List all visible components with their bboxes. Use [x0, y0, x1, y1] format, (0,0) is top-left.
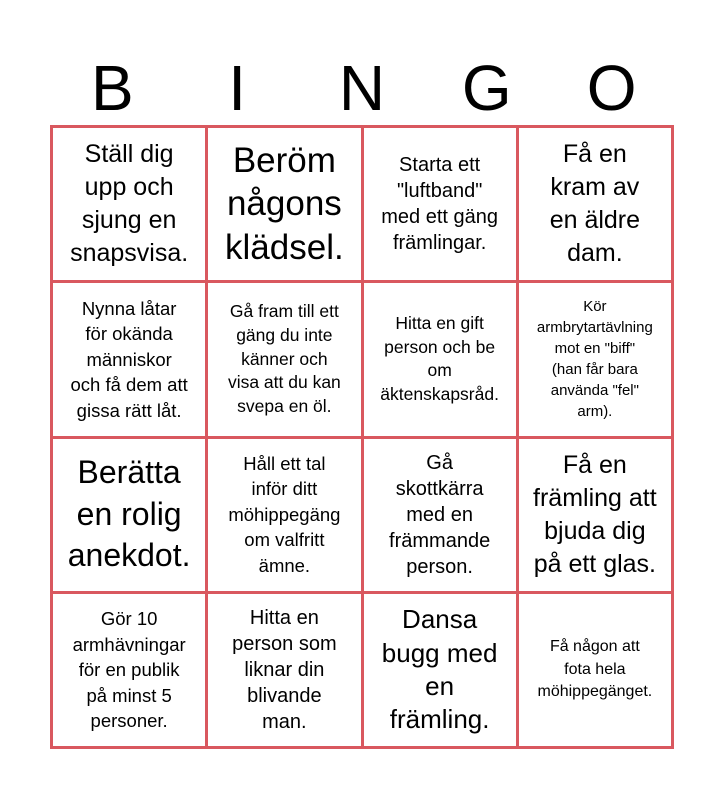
bingo-cell-text: Ställ dig upp och sjung en snapsvisa.	[70, 140, 189, 268]
bingo-cell[interactable]	[364, 128, 516, 280]
bingo-cell[interactable]	[208, 128, 360, 280]
bingo-cell[interactable]	[364, 439, 516, 591]
header-letter-o: O	[586, 52, 637, 124]
bingo-cell[interactable]	[208, 594, 360, 746]
header-letter-b: B	[91, 52, 134, 124]
bingo-cell-text: Hitta en person som liknar din blivande man.	[232, 606, 337, 733]
bingo-cell-text: Gå skottkärra med en främmande person.	[389, 451, 491, 578]
bingo-cell[interactable]	[364, 283, 516, 435]
bingo-cell-text: Nynna låtar för okända människor och få dem att gissa rätt låt.	[70, 297, 188, 421]
bingo-cell[interactable]	[53, 128, 205, 280]
bingo-card-grid	[50, 125, 674, 749]
bingo-cell-text: Få någon att fota hela möhippegänget.	[537, 638, 653, 701]
bingo-cell[interactable]	[53, 439, 205, 591]
bingo-cell-text: Berätta en rolig anekdot.	[67, 454, 191, 574]
bingo-cell[interactable]	[364, 594, 516, 746]
bingo-cell-text: Hitta en gift person och be om äktenskapsråd.	[380, 313, 499, 404]
bingo-cell-text: Få en främling att bjuda dig på ett glas.	[533, 450, 657, 578]
bingo-cell[interactable]	[519, 128, 671, 280]
bingo-cell-text: Få en kram av en äldre dam.	[549, 140, 641, 268]
bingo-header	[50, 52, 674, 124]
bingo-cell[interactable]	[53, 283, 205, 435]
bingo-cell-text: Beröm någons klädsel.	[225, 140, 344, 267]
header-letter-i: I	[228, 52, 247, 124]
bingo-cell-text: Gör 10 armhävningar för en publik på minst 5 personer.	[72, 608, 186, 732]
bingo-cell[interactable]	[208, 283, 360, 435]
header-letter-g: G	[461, 52, 512, 124]
bingo-cell-text: Kör armbrytartävlning mot en "biff" (han får bara använda "fel" arm).	[536, 298, 653, 421]
bingo-cell[interactable]	[208, 439, 360, 591]
bingo-cell-text: Håll ett tal inför ditt möhippegäng om valfritt ämne.	[228, 452, 341, 576]
bingo-cell-text: Gå fram till ett gäng du inte känner och visa att du kan svepa en öl.	[227, 301, 341, 416]
bingo-cell-text: Dansa bugg med en främling.	[381, 604, 498, 735]
header-letter-n: N	[338, 52, 386, 124]
bingo-cell-text: Starta ett "luftband" med ett gäng främlingar.	[381, 154, 498, 255]
bingo-cell[interactable]	[519, 283, 671, 435]
bingo-cell[interactable]	[519, 439, 671, 591]
bingo-cell[interactable]	[519, 594, 671, 746]
bingo-cell[interactable]	[53, 594, 205, 746]
